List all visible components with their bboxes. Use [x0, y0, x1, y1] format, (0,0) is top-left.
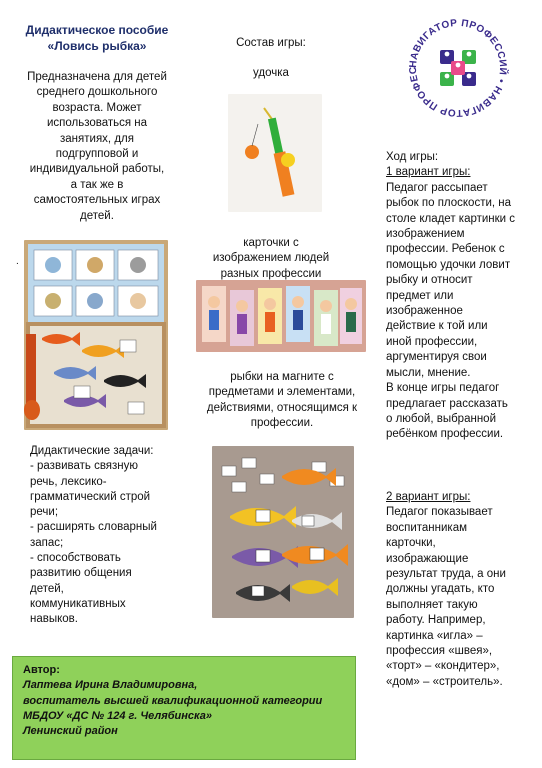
- author-name: Лаптева Ирина Владимировна,: [23, 679, 198, 692]
- variant-2-line: карточки,: [386, 537, 436, 550]
- variant-1-line: изображенное: [386, 305, 463, 318]
- fish-caption-line: рыбки на магните с: [230, 371, 334, 383]
- tasks-line: - развивать связную: [30, 460, 139, 473]
- tasks-line: запас;: [30, 536, 64, 549]
- intro-line: занятиях, для: [60, 132, 134, 145]
- variant-2-line: воспитанникам: [386, 521, 468, 534]
- game-box-image: [24, 240, 168, 430]
- variant-1-line: мысли, мнение.: [386, 366, 471, 379]
- brochure-title: [18, 22, 176, 54]
- variant-2-line: Педагог показывает: [386, 506, 493, 519]
- intro-line: подгрупповой и: [55, 148, 139, 161]
- variant-2-label: 2 вариант игры:: [386, 491, 471, 503]
- stray-dot: .: [16, 256, 19, 267]
- variant-2-line: работу. Например,: [386, 614, 486, 627]
- intro-line: самостоятельных играх: [33, 194, 161, 207]
- intro-line: а так же в: [70, 178, 124, 191]
- tasks-line: грамматический строй: [30, 490, 151, 503]
- variant-2-line: выполняет такую: [386, 598, 478, 611]
- variant-1-line: о любой, выбранной: [386, 412, 496, 425]
- variant-1-text: [386, 181, 536, 443]
- game-box-photo: [24, 240, 168, 430]
- tasks-line: детей,: [30, 582, 64, 595]
- item-rod-label: удочка: [253, 67, 289, 79]
- variant-1-line: рыбок по плоскости, на: [386, 197, 512, 210]
- author-district: Ленинский район: [23, 725, 118, 738]
- variant-1-line: столе кладет картинки с: [386, 212, 516, 225]
- svg-text:НАВИГАТОР ПРОФЕССИЙ • НАВИГАТО: НАВИГАТОР ПРОФЕССИЙ • НАВИГАТОР ПРОФЕС: [407, 17, 509, 119]
- navigator-logo-icon: [406, 16, 510, 120]
- magnetic-fish-image: [212, 446, 354, 618]
- intro-line: возраста. Может: [52, 101, 142, 114]
- game-heading: Ход игры:: [386, 151, 439, 163]
- tasks-line: навыков.: [30, 613, 78, 626]
- variant-2-line: результат труда, а они: [386, 568, 506, 581]
- didactic-tasks: [30, 444, 180, 628]
- variant-1-line: профессии. Ребенок с: [386, 243, 505, 256]
- cards-caption-line: карточки с: [243, 237, 299, 249]
- variant-2-line: профессия «швея»,: [386, 645, 493, 658]
- fishing-rod-image: [228, 94, 322, 212]
- profession-cards-photo: [196, 280, 366, 352]
- intro-line: использоваться на: [46, 117, 148, 130]
- variant-1-line: иной профессии,: [386, 335, 478, 348]
- composition-heading: Состав игры:: [236, 37, 306, 49]
- variant-1-line: В конце игры педагог: [386, 382, 500, 395]
- cards-caption: [200, 236, 342, 282]
- navigator-logo: [406, 16, 510, 120]
- tasks-line: развитию общения: [30, 567, 132, 580]
- tasks-line: коммуникативных: [30, 597, 126, 610]
- variant-2-line: «торт» – «кондитер»,: [386, 660, 500, 673]
- cards-caption-line: изображением людей: [212, 252, 330, 265]
- variant-2-line: изображающие: [386, 552, 469, 565]
- tasks-line: речь, лексико-: [30, 475, 107, 488]
- variant-1-line: помощью удочки ловит: [386, 258, 511, 271]
- cards-caption-line: разных профессии: [220, 267, 322, 280]
- variant-1-label: 1 вариант игры:: [386, 166, 471, 179]
- author-label: Автор:: [23, 664, 60, 676]
- fish-caption-line: профессии.: [250, 417, 314, 430]
- author-position: воспитатель высшей квалификационной категории: [23, 694, 323, 707]
- magnetic-fish-photo: [212, 446, 354, 618]
- tasks-line: - расширять словарный: [30, 521, 157, 534]
- variant-1-line: действие к той или: [386, 320, 488, 333]
- variant-1-line: предмет или: [386, 289, 454, 302]
- variant-1-line: изображением: [386, 228, 465, 241]
- fish-caption-line: действиями, относящимся к: [206, 401, 358, 414]
- fish-caption-line: предметами и элементами,: [208, 386, 356, 399]
- author-box: [12, 656, 356, 760]
- variant-2-line: «дом» – «строитель».: [386, 675, 503, 688]
- tasks-heading: Дидактические задачи:: [30, 445, 154, 457]
- intro-line: Предназначена для детей: [27, 71, 167, 83]
- variant-1-line: рыбку и относит: [386, 274, 473, 287]
- profession-cards-image: [196, 280, 366, 352]
- intro-line: индивидуальной работы,: [29, 163, 165, 176]
- fish-caption: [196, 370, 368, 432]
- game-process: [386, 150, 536, 443]
- title-line-1: Дидактическое пособие: [25, 23, 169, 37]
- tasks-line: речи;: [30, 506, 59, 519]
- variant-2-line: картинка «игла» –: [386, 629, 483, 642]
- variant-1-line: предлагает рассказать: [386, 397, 508, 410]
- game-variant-2: [386, 490, 536, 690]
- fishing-rod-photo: [228, 94, 322, 212]
- tasks-line: - способствовать: [30, 552, 121, 565]
- intro-line: детей.: [80, 209, 114, 222]
- variant-2-line: должны угадать, кто: [386, 583, 495, 596]
- variant-1-line: Педагог рассыпает: [386, 181, 488, 194]
- intro-text: [14, 70, 180, 224]
- variant-1-line: аргументируя свои: [386, 351, 487, 364]
- variant-1-line: ребёнком профессии.: [386, 428, 504, 441]
- title-line-2: «Ловись рыбка»: [47, 39, 147, 53]
- variant-2-text: [386, 505, 536, 690]
- author-organization: МБДОУ «ДС № 124 г. Челябинска»: [23, 709, 212, 722]
- intro-line: среднего дошкольного: [36, 86, 158, 99]
